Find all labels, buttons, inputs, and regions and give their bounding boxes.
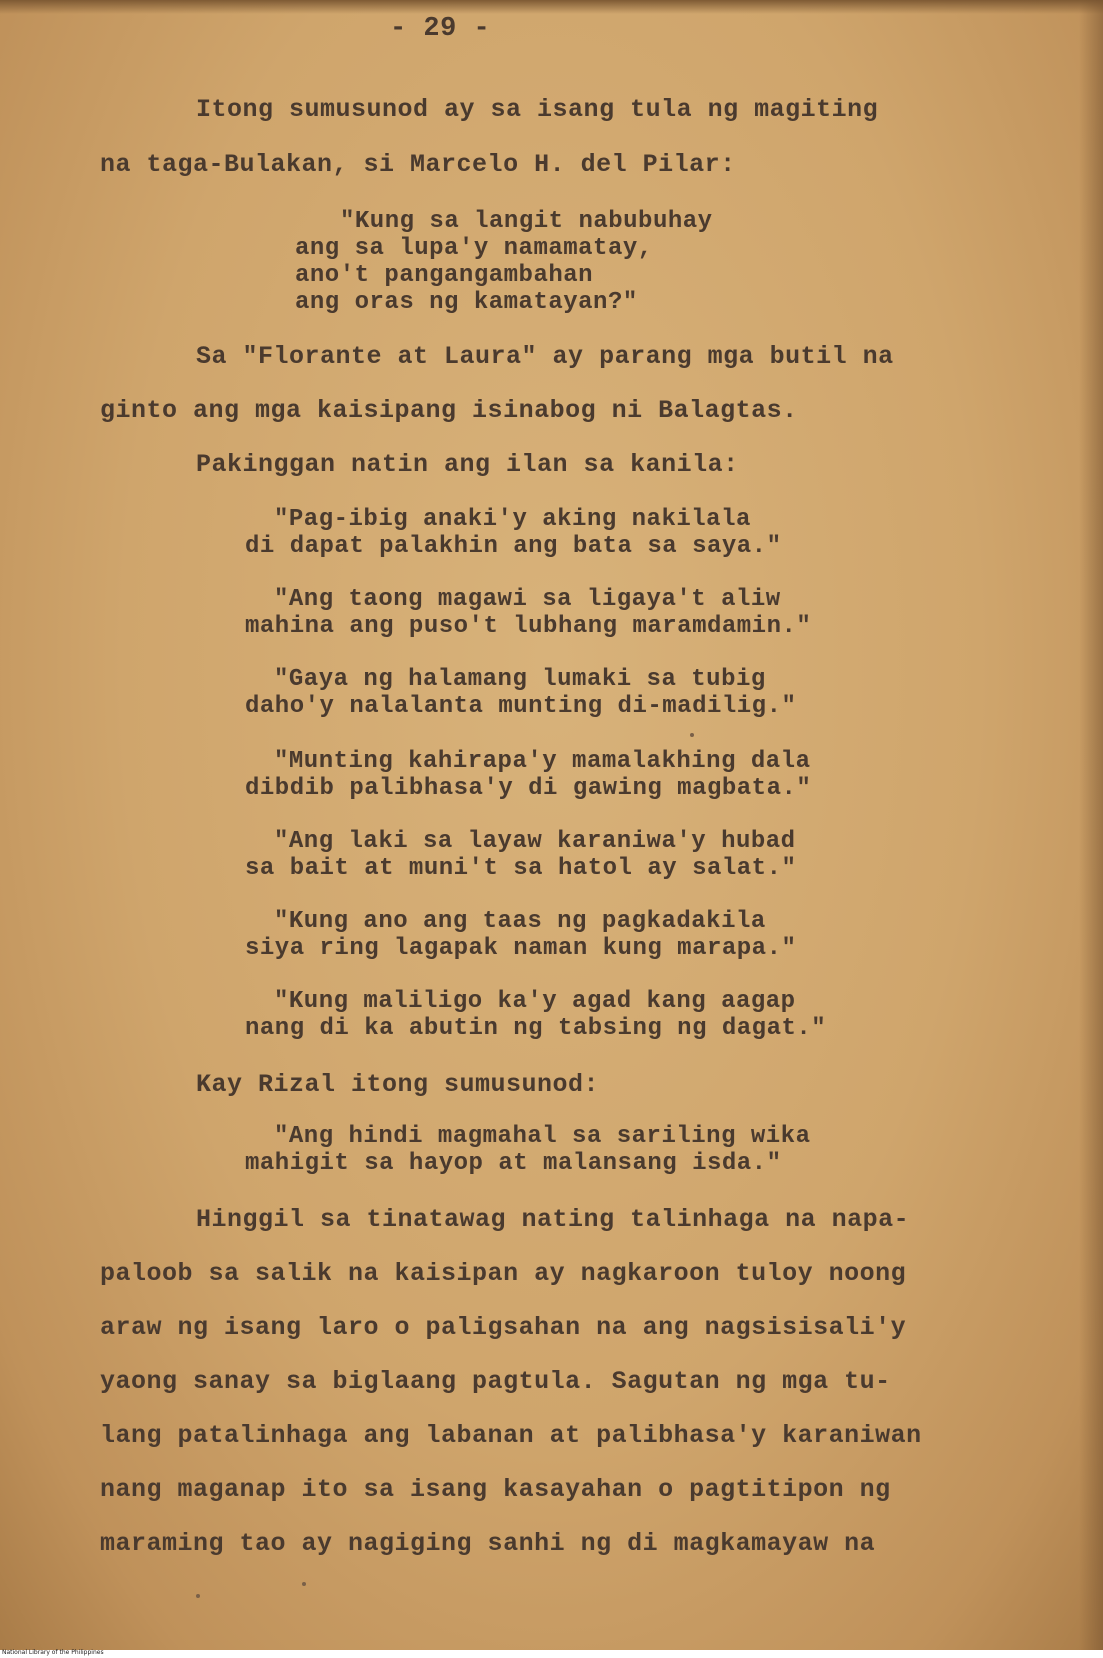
paper-speck (196, 1594, 200, 1598)
verse-line: "Kung sa langit nabubuhay (340, 208, 713, 235)
quote-line: "Ang laki sa layaw karaniwa'y hubad (274, 828, 796, 855)
page-shadow-right (1079, 0, 1103, 1650)
verse-line: ang oras ng kamatayan?" (295, 289, 638, 316)
quote-line: "Ang hindi magmahal sa sariling wika (274, 1123, 811, 1150)
text-line: lang patalinhaga ang labanan at palibhasa'y karaniwan (100, 1421, 922, 1450)
quote-line: di dapat palakhin ang bata sa saya." (245, 533, 782, 560)
footer-bar (0, 1650, 1103, 1658)
text-line: Pakinggan natin ang ilan sa kanila: (196, 450, 739, 479)
text-line: ginto ang mga kaisipang isinabog ni Balagtas. (100, 396, 798, 425)
quote-line: "Ang taong magawi sa ligaya't aliw (274, 586, 781, 613)
text-line: yaong sanay sa biglaang pagtula. Sagutan ng mga tu- (100, 1367, 891, 1396)
quote-line: daho'y nalalanta munting di-madilig." (245, 693, 797, 720)
quote-line: "Kung ano ang taas ng pagkadakila (274, 908, 766, 935)
quote-line: "Gaya ng halamang lumaki sa tubig (274, 666, 766, 693)
quote-line: siya ring lagapak naman kung marapa." (245, 935, 797, 962)
text-line: Kay Rizal itong sumusunod: (196, 1070, 600, 1099)
quote-line: "Pag-ibig anaki'y aking nakilala (274, 506, 751, 533)
page-number: - 29 - (390, 14, 491, 44)
quote-line: mahina ang puso't lubhang maramdamin." (245, 613, 812, 640)
text-line: na taga-Bulakan, si Marcelo H. del Pilar: (100, 150, 736, 179)
paper-speck (302, 1582, 306, 1586)
page-shadow-top (0, 0, 1103, 14)
text-line: Itong sumusunod ay sa isang tula ng magiting (196, 95, 879, 124)
text-line: nang maganap ito sa isang kasayahan o pagtitipon ng (100, 1475, 891, 1504)
text-line: paloob sa salik na kaisipan ay nagkaroon tuloy noong (100, 1259, 907, 1288)
quote-line: "Munting kahirapa'y mamalakhing dala (274, 748, 811, 775)
text-line: Sa "Florante at Laura" ay parang mga butil na (196, 342, 894, 371)
quote-line: "Kung maliligo ka'y agad kang aagap (274, 988, 796, 1015)
quote-line: sa bait at muni't sa hatol ay salat." (245, 855, 797, 882)
quote-line: mahigit sa hayop at malansang isda." (245, 1150, 782, 1177)
text-line: maraming tao ay nagiging sanhi ng di magkamayaw na (100, 1529, 876, 1558)
text-line: araw ng isang laro o paligsahan na ang nagsisisali'y (100, 1313, 907, 1342)
paper-speck (690, 733, 694, 737)
text-line: Hinggil sa tinatawag nating talinhaga na napa- (196, 1205, 910, 1234)
quote-line: dibdib palibhasa'y di gawing magbata." (245, 775, 812, 802)
quote-line: nang di ka abutin ng tabsing ng dagat." (245, 1015, 827, 1042)
verse-line: ano't pangangambahan (295, 262, 594, 289)
footer-credit: National Library of the Philippines (2, 1649, 104, 1656)
verse-line: ang sa lupa'y namamatay, (295, 235, 653, 262)
